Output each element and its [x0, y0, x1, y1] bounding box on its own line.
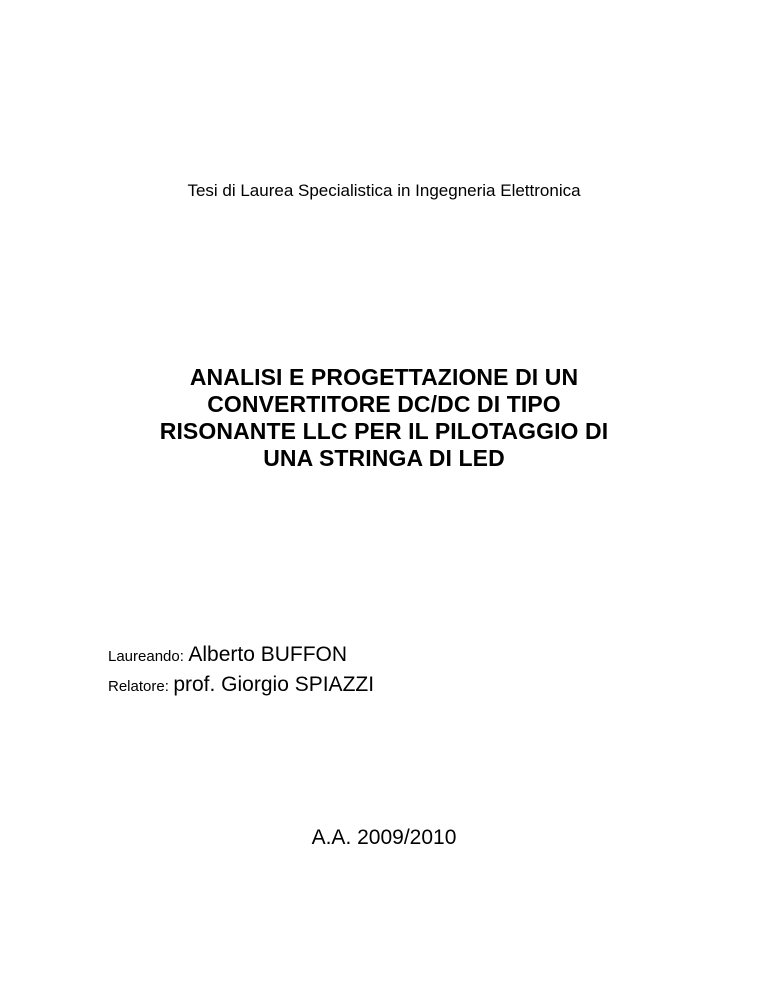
thesis-title-line-4: UNA STRINGA DI LED — [263, 445, 505, 471]
thesis-title-line-3: RISONANTE LLC PER IL PILOTAGGIO DI — [159, 418, 609, 444]
thesis-title-line-1: ANALISI E PROGETTAZIONE DI UN — [189, 364, 579, 390]
thesis-title — [84, 364, 684, 472]
candidate-role-label: Laureando: — [108, 648, 184, 665]
thesis-degree-subtitle: Tesi di Laurea Specialistica in Ingegneria Elettronica — [187, 181, 581, 200]
candidate-name: Alberto BUFFON — [188, 643, 348, 666]
supervisor-role-label: Relatore: — [108, 678, 169, 695]
academic-year: A.A. 2009/2010 — [311, 826, 457, 849]
people-block — [108, 640, 374, 700]
supervisor-name: prof. Giorgio SPIAZZI — [173, 673, 375, 696]
thesis-title-line-2: CONVERTITORE DC/DC DI TIPO — [207, 391, 561, 417]
candidate-row — [108, 640, 374, 670]
supervisor-row — [108, 670, 374, 700]
